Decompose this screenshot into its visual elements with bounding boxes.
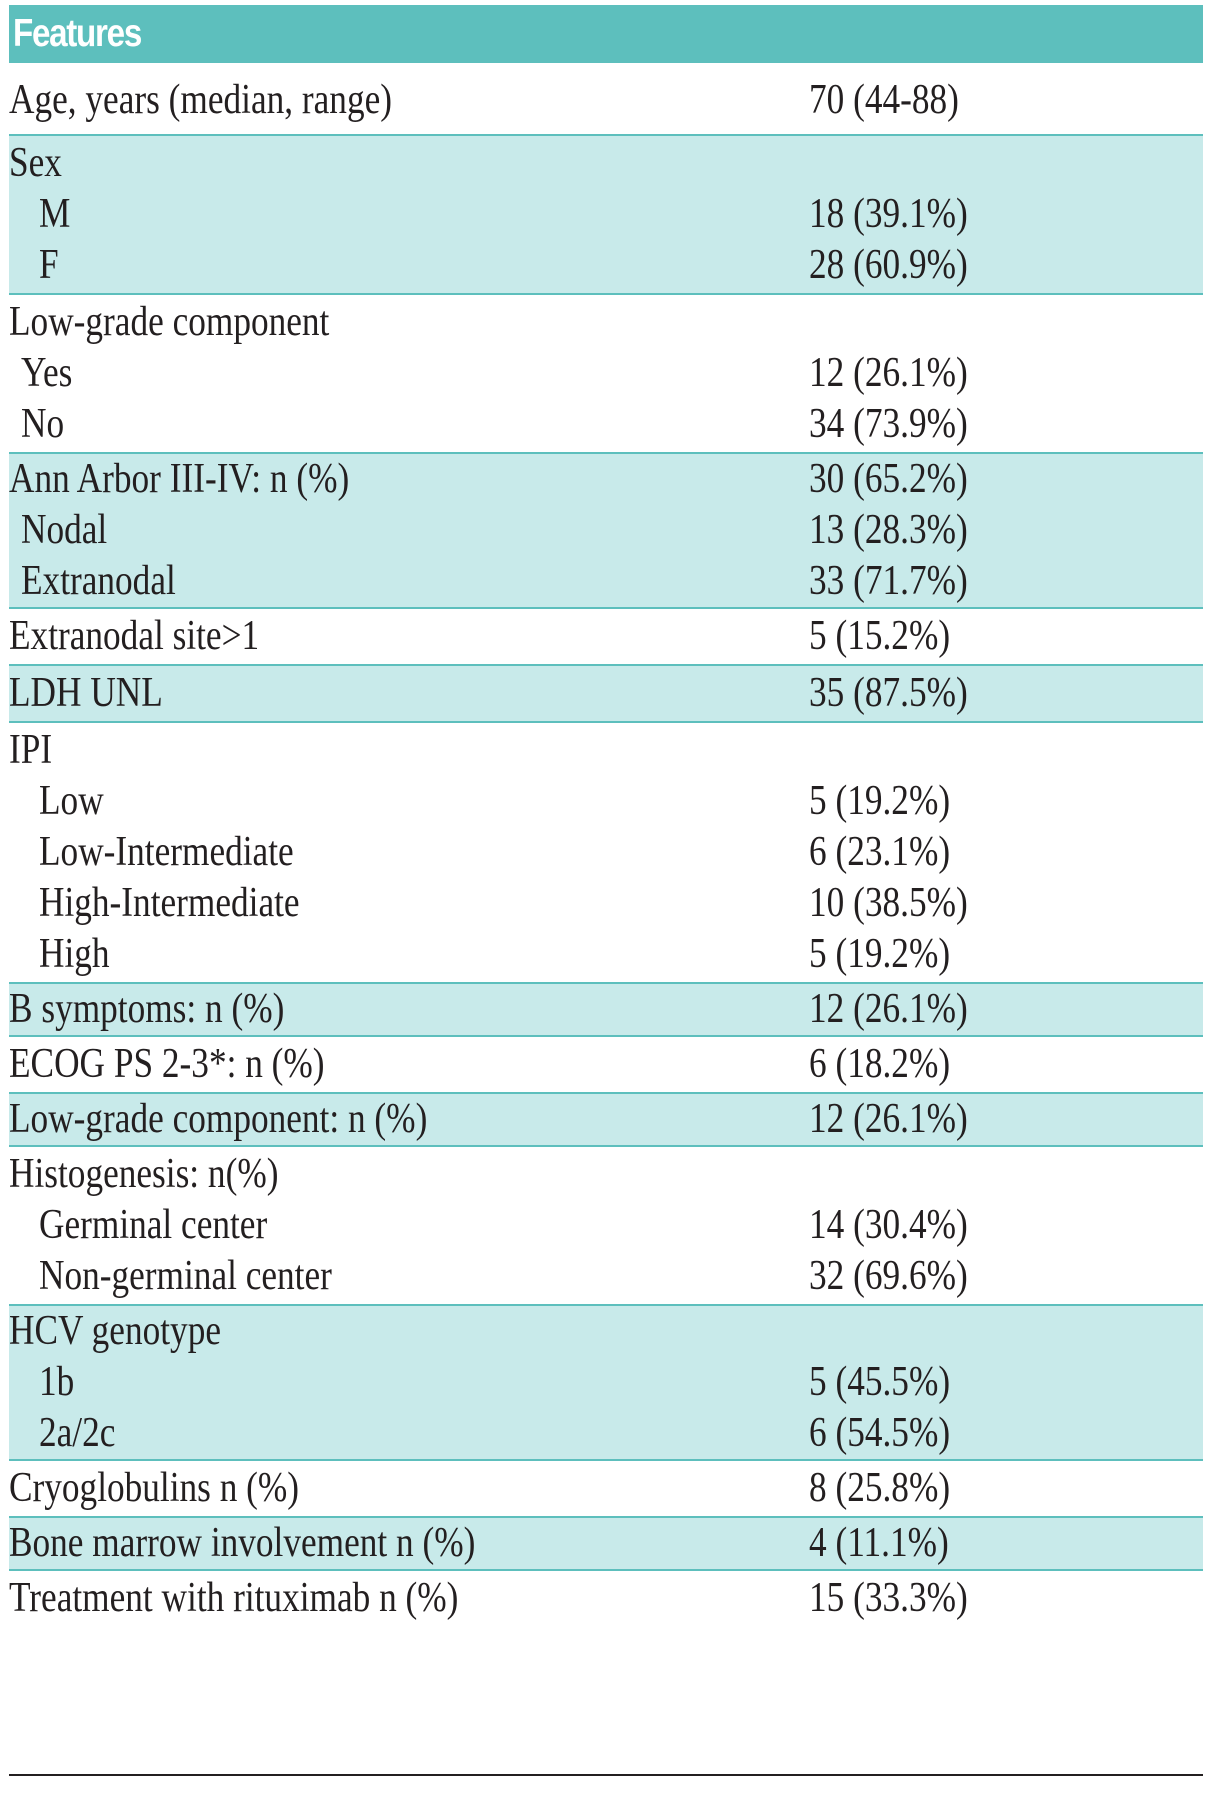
row-label <box>39 240 62 291</box>
header-label: Features <box>13 12 141 55</box>
row-label <box>9 1149 330 1200</box>
row-group <box>9 984 1203 1037</box>
row-value-text: 6 (23.1%) <box>809 829 951 875</box>
row-value-text: 5 (19.2%) <box>809 778 951 824</box>
row-value-text: 28 (60.9%) <box>809 242 968 288</box>
row-value-text: 10 (38.5%) <box>809 880 968 926</box>
row-group <box>9 1094 1203 1147</box>
row-value <box>809 189 998 240</box>
row-label <box>39 1200 311 1251</box>
table-row <box>9 348 1203 399</box>
row-value <box>809 1094 998 1145</box>
row-group <box>9 1518 1203 1571</box>
row-label <box>9 1573 544 1624</box>
row-label <box>21 505 124 556</box>
row-label-text: HCV genotype <box>9 1308 221 1354</box>
row-group <box>9 1461 1203 1518</box>
row-value-text: 6 (54.5%) <box>809 1410 951 1456</box>
row-value-text: 13 (28.3%) <box>809 507 968 553</box>
row-value <box>809 505 998 556</box>
row-label-text: Treatment with rituximab n (%) <box>9 1575 459 1621</box>
row-value <box>809 668 998 719</box>
row-group <box>9 609 1203 666</box>
row-group <box>9 136 1203 295</box>
row-value-text: 33 (71.7%) <box>809 558 968 604</box>
table-row <box>9 556 1203 607</box>
row-value-text: 5 (19.2%) <box>809 931 951 977</box>
row-label <box>9 1094 507 1145</box>
table-row <box>9 138 1203 189</box>
table-row <box>9 878 1203 929</box>
row-label-text: Low-Intermediate <box>39 829 294 875</box>
features-table <box>9 5 1203 1630</box>
table-row <box>9 611 1203 662</box>
table-row <box>9 240 1203 291</box>
table-row <box>9 1094 1203 1145</box>
table-row <box>9 1149 1203 1200</box>
table-row <box>9 1200 1203 1251</box>
table-row <box>9 1306 1203 1357</box>
row-group <box>9 1306 1203 1461</box>
row-label-text: Histogenesis: n(%) <box>9 1151 279 1197</box>
row-value-text: 12 (26.1%) <box>809 350 968 396</box>
table-body <box>9 63 1203 1630</box>
row-value <box>809 240 998 291</box>
table-header <box>9 5 1203 63</box>
row-value-text: 4 (11.1%) <box>809 1520 949 1566</box>
row-value <box>809 556 998 607</box>
table-row <box>9 189 1203 240</box>
row-label-text: Age, years (median, range) <box>9 77 393 123</box>
row-label <box>9 75 465 126</box>
row-label-text: Extranodal site>1 <box>9 613 260 659</box>
row-group <box>9 1147 1203 1306</box>
table-row <box>9 1039 1203 1090</box>
row-label <box>9 611 307 662</box>
row-value <box>809 75 987 126</box>
row-group <box>9 295 1203 454</box>
row-group <box>9 723 1203 984</box>
row-value <box>809 1039 977 1090</box>
row-value <box>809 1251 998 1302</box>
row-group <box>9 454 1203 609</box>
row-label <box>39 776 116 827</box>
table-row <box>9 725 1203 776</box>
row-value <box>809 1518 975 1569</box>
row-value <box>809 827 977 878</box>
row-label <box>39 1408 130 1459</box>
table-row <box>9 1518 1203 1569</box>
row-label-text: Extranodal <box>21 558 176 604</box>
row-label <box>9 138 72 189</box>
row-label-text: Non-germinal center <box>39 1253 332 1299</box>
row-label <box>39 929 123 980</box>
row-label-text: Cryoglobulins n (%) <box>9 1465 300 1511</box>
table-row <box>9 668 1203 719</box>
row-value-text: 30 (65.2%) <box>809 456 968 502</box>
row-label <box>9 1306 261 1357</box>
row-value <box>809 611 977 662</box>
table-row <box>9 929 1203 980</box>
row-value-text: 14 (30.4%) <box>809 1202 968 1248</box>
row-value-text: 15 (33.3%) <box>809 1575 968 1621</box>
table-row <box>9 75 1203 126</box>
row-label-text: LDH UNL <box>9 670 163 716</box>
row-label <box>9 1039 385 1090</box>
row-label-text: Ann Arbor III-IV: n (%) <box>9 456 350 502</box>
row-label <box>39 1251 388 1302</box>
row-label <box>9 984 337 1035</box>
table-row <box>9 827 1203 878</box>
row-value <box>809 454 998 505</box>
row-value <box>809 776 977 827</box>
row-value <box>809 929 977 980</box>
row-value-text: 32 (69.6%) <box>809 1253 968 1299</box>
row-label-text: Low <box>39 778 104 824</box>
row-group <box>9 1037 1203 1094</box>
table-row <box>9 984 1203 1035</box>
row-label-text: High <box>39 931 110 977</box>
row-label-text: Nodal <box>21 507 108 553</box>
row-label-text: B symptoms: n (%) <box>9 986 285 1032</box>
row-value <box>809 348 998 399</box>
row-label <box>9 454 414 505</box>
row-label-text: Low-grade component <box>9 299 330 345</box>
row-value <box>809 1573 998 1624</box>
row-label-text: Sex <box>9 140 62 186</box>
table-row <box>9 399 1203 450</box>
row-label <box>21 399 72 450</box>
row-group <box>9 666 1203 723</box>
row-value-text: 5 (15.2%) <box>809 613 951 659</box>
row-value <box>809 1200 998 1251</box>
row-label-text: Germinal center <box>39 1202 268 1248</box>
row-value-text: 35 (87.5%) <box>809 670 968 716</box>
row-value-text: 18 (39.1%) <box>809 191 968 237</box>
row-label-text: IPI <box>9 727 53 773</box>
row-label-text: Low-grade component: n (%) <box>9 1096 428 1142</box>
table-row <box>9 1251 1203 1302</box>
row-group <box>9 63 1203 136</box>
row-value-text: 12 (26.1%) <box>809 1096 968 1142</box>
bottom-rule <box>9 1774 1203 1776</box>
row-value <box>809 1408 977 1459</box>
row-label-text: ECOG PS 2-3*: n (%) <box>9 1041 325 1087</box>
row-label-text: Bone marrow involvement n (%) <box>9 1520 476 1566</box>
row-label <box>21 556 205 607</box>
row-value <box>809 399 998 450</box>
row-label-text: M <box>39 191 71 237</box>
row-label-text: 1b <box>39 1359 75 1405</box>
row-label-text: High-Intermediate <box>39 880 300 926</box>
row-value <box>809 984 998 1035</box>
table-row <box>9 1573 1203 1624</box>
table-row <box>9 1408 1203 1459</box>
table-row <box>9 776 1203 827</box>
row-label <box>39 189 76 240</box>
row-value-text: 8 (25.8%) <box>809 1465 951 1511</box>
row-label-text: F <box>39 242 59 288</box>
row-label-text: 2a/2c <box>39 1410 116 1456</box>
table-row <box>9 1463 1203 1514</box>
row-value-text: 6 (18.2%) <box>809 1041 951 1087</box>
row-label <box>39 1357 81 1408</box>
row-label <box>39 878 349 929</box>
table-row <box>9 454 1203 505</box>
row-label <box>9 1463 354 1514</box>
row-label-text: No <box>21 401 65 447</box>
row-value <box>809 878 998 929</box>
row-label <box>9 725 60 776</box>
row-value-text: 5 (45.5%) <box>809 1359 951 1405</box>
row-value-text: 34 (73.9%) <box>809 401 968 447</box>
row-label <box>39 827 342 878</box>
row-value <box>809 1357 977 1408</box>
row-value-text: 70 (44-88) <box>809 77 959 123</box>
table-row <box>9 1357 1203 1408</box>
row-label <box>9 1518 564 1569</box>
row-value-text: 12 (26.1%) <box>809 986 968 1032</box>
row-label <box>21 348 82 399</box>
row-label-text: Yes <box>21 350 73 396</box>
table-row <box>9 297 1203 348</box>
table-row <box>9 505 1203 556</box>
row-group <box>9 1571 1203 1630</box>
row-label <box>9 297 390 348</box>
row-label <box>9 668 192 719</box>
row-value <box>809 1463 977 1514</box>
